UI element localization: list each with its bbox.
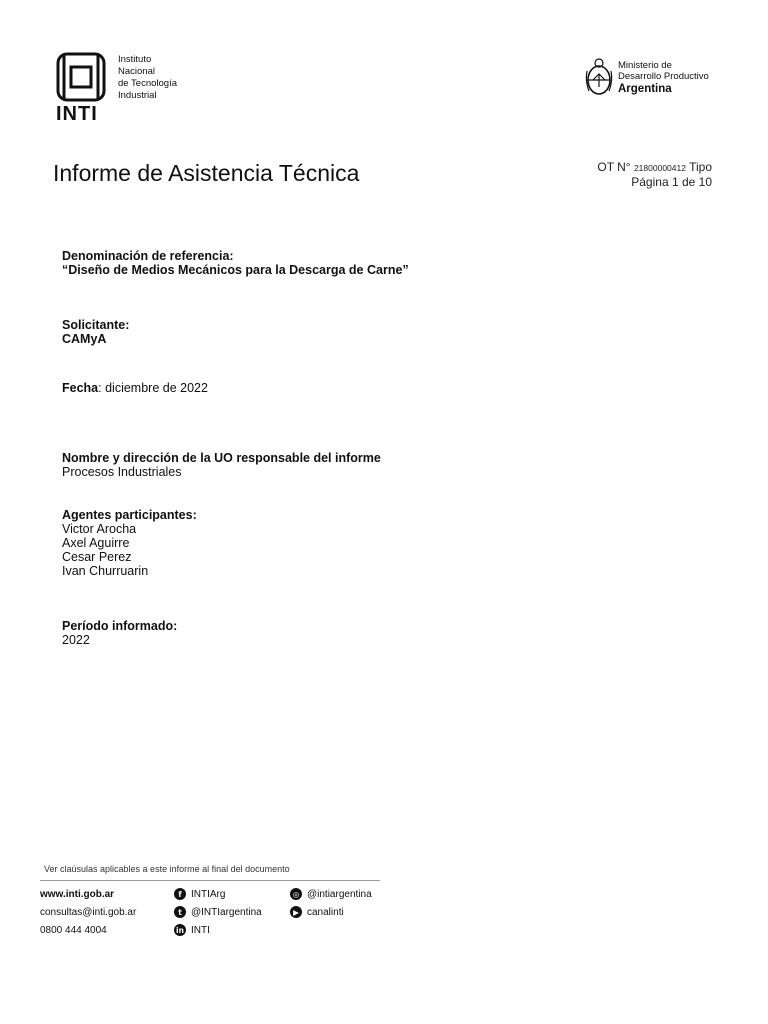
ot-suffix: Tipo [689, 160, 712, 174]
period-label: Período informado: [62, 619, 178, 633]
linkedin-icon: in [174, 924, 186, 936]
unit-value: Procesos Industriales [62, 465, 182, 479]
email-link[interactable]: consultas@inti.gob.ar [40, 907, 137, 918]
inti-name-line: de Tecnología [118, 78, 177, 89]
reference-value: “Diseño de Medios Mecánicos para la Descarga de Carne” [62, 263, 409, 277]
ministry-country: Argentina [618, 83, 672, 95]
argentina-coat-of-arms-icon [584, 57, 614, 97]
inti-square-logo-icon [56, 52, 106, 102]
instagram-link[interactable] [290, 888, 372, 900]
reference-section [62, 249, 409, 277]
unit-section [62, 451, 381, 479]
unit-label: Nombre y dirección de la UO responsable del informe [62, 451, 381, 465]
footer-divider [40, 880, 380, 881]
facebook-icon: f [174, 888, 186, 900]
document-title: Informe de Asistencia Técnica [53, 160, 360, 186]
inti-wordmark: INTI [56, 103, 98, 125]
applicant-value: CAMyA [62, 332, 107, 346]
ot-info [597, 160, 712, 189]
agents-label: Agentes participantes: [62, 508, 197, 522]
reference-label: Denominación de referencia: [62, 249, 234, 263]
agent-name: Axel Aguirre [62, 536, 130, 550]
inti-name-line: Nacional [118, 66, 155, 77]
youtube-icon: ▶ [290, 906, 302, 918]
ministry-line: Ministerio de [618, 60, 672, 71]
facebook-link[interactable] [174, 888, 225, 900]
clauses-note: Ver claúsulas aplicables a este informe al final del documento [44, 864, 290, 874]
youtube-handle: canalinti [307, 906, 344, 918]
ot-prefix: OT N° [597, 160, 631, 174]
linkedin-link[interactable] [174, 924, 210, 936]
agent-name: Cesar Perez [62, 550, 132, 564]
inti-full-name [118, 54, 177, 102]
page-indicator: Página 1 de 10 [631, 175, 712, 189]
youtube-link[interactable] [290, 906, 344, 918]
ministry-name [618, 60, 709, 96]
linkedin-handle: INTI [191, 924, 210, 936]
agents-section [62, 508, 197, 578]
website-link[interactable]: www.inti.gob.ar [40, 889, 115, 900]
date-value: : diciembre de 2022 [98, 381, 208, 395]
date-section [62, 381, 208, 395]
period-section [62, 619, 177, 647]
instagram-icon: ◎ [290, 888, 302, 900]
footer-contact [40, 886, 136, 940]
date-label: Fecha [62, 381, 99, 395]
facebook-handle: INTIArg [191, 888, 226, 900]
instagram-handle: @intiargentina [307, 888, 372, 900]
inti-name-line: Instituto [118, 54, 152, 65]
inti-name-line: Industrial [118, 90, 157, 101]
ot-number: 21800000412 [633, 163, 686, 173]
applicant-label: Solicitante: [62, 318, 130, 332]
agent-name: Ivan Churruarin [62, 564, 149, 578]
phone-number: 0800 444 4004 [40, 925, 107, 936]
ministry-line: Desarrollo Productivo [618, 71, 709, 82]
period-value: 2022 [62, 633, 90, 647]
applicant-section [62, 318, 129, 346]
twitter-handle: @INTIargentina [191, 906, 262, 918]
twitter-link[interactable] [174, 906, 262, 918]
twitter-icon: t [174, 906, 186, 918]
inti-logo [56, 52, 196, 128]
ministry-logo [584, 57, 724, 101]
agent-name: Victor Arocha [62, 522, 137, 536]
